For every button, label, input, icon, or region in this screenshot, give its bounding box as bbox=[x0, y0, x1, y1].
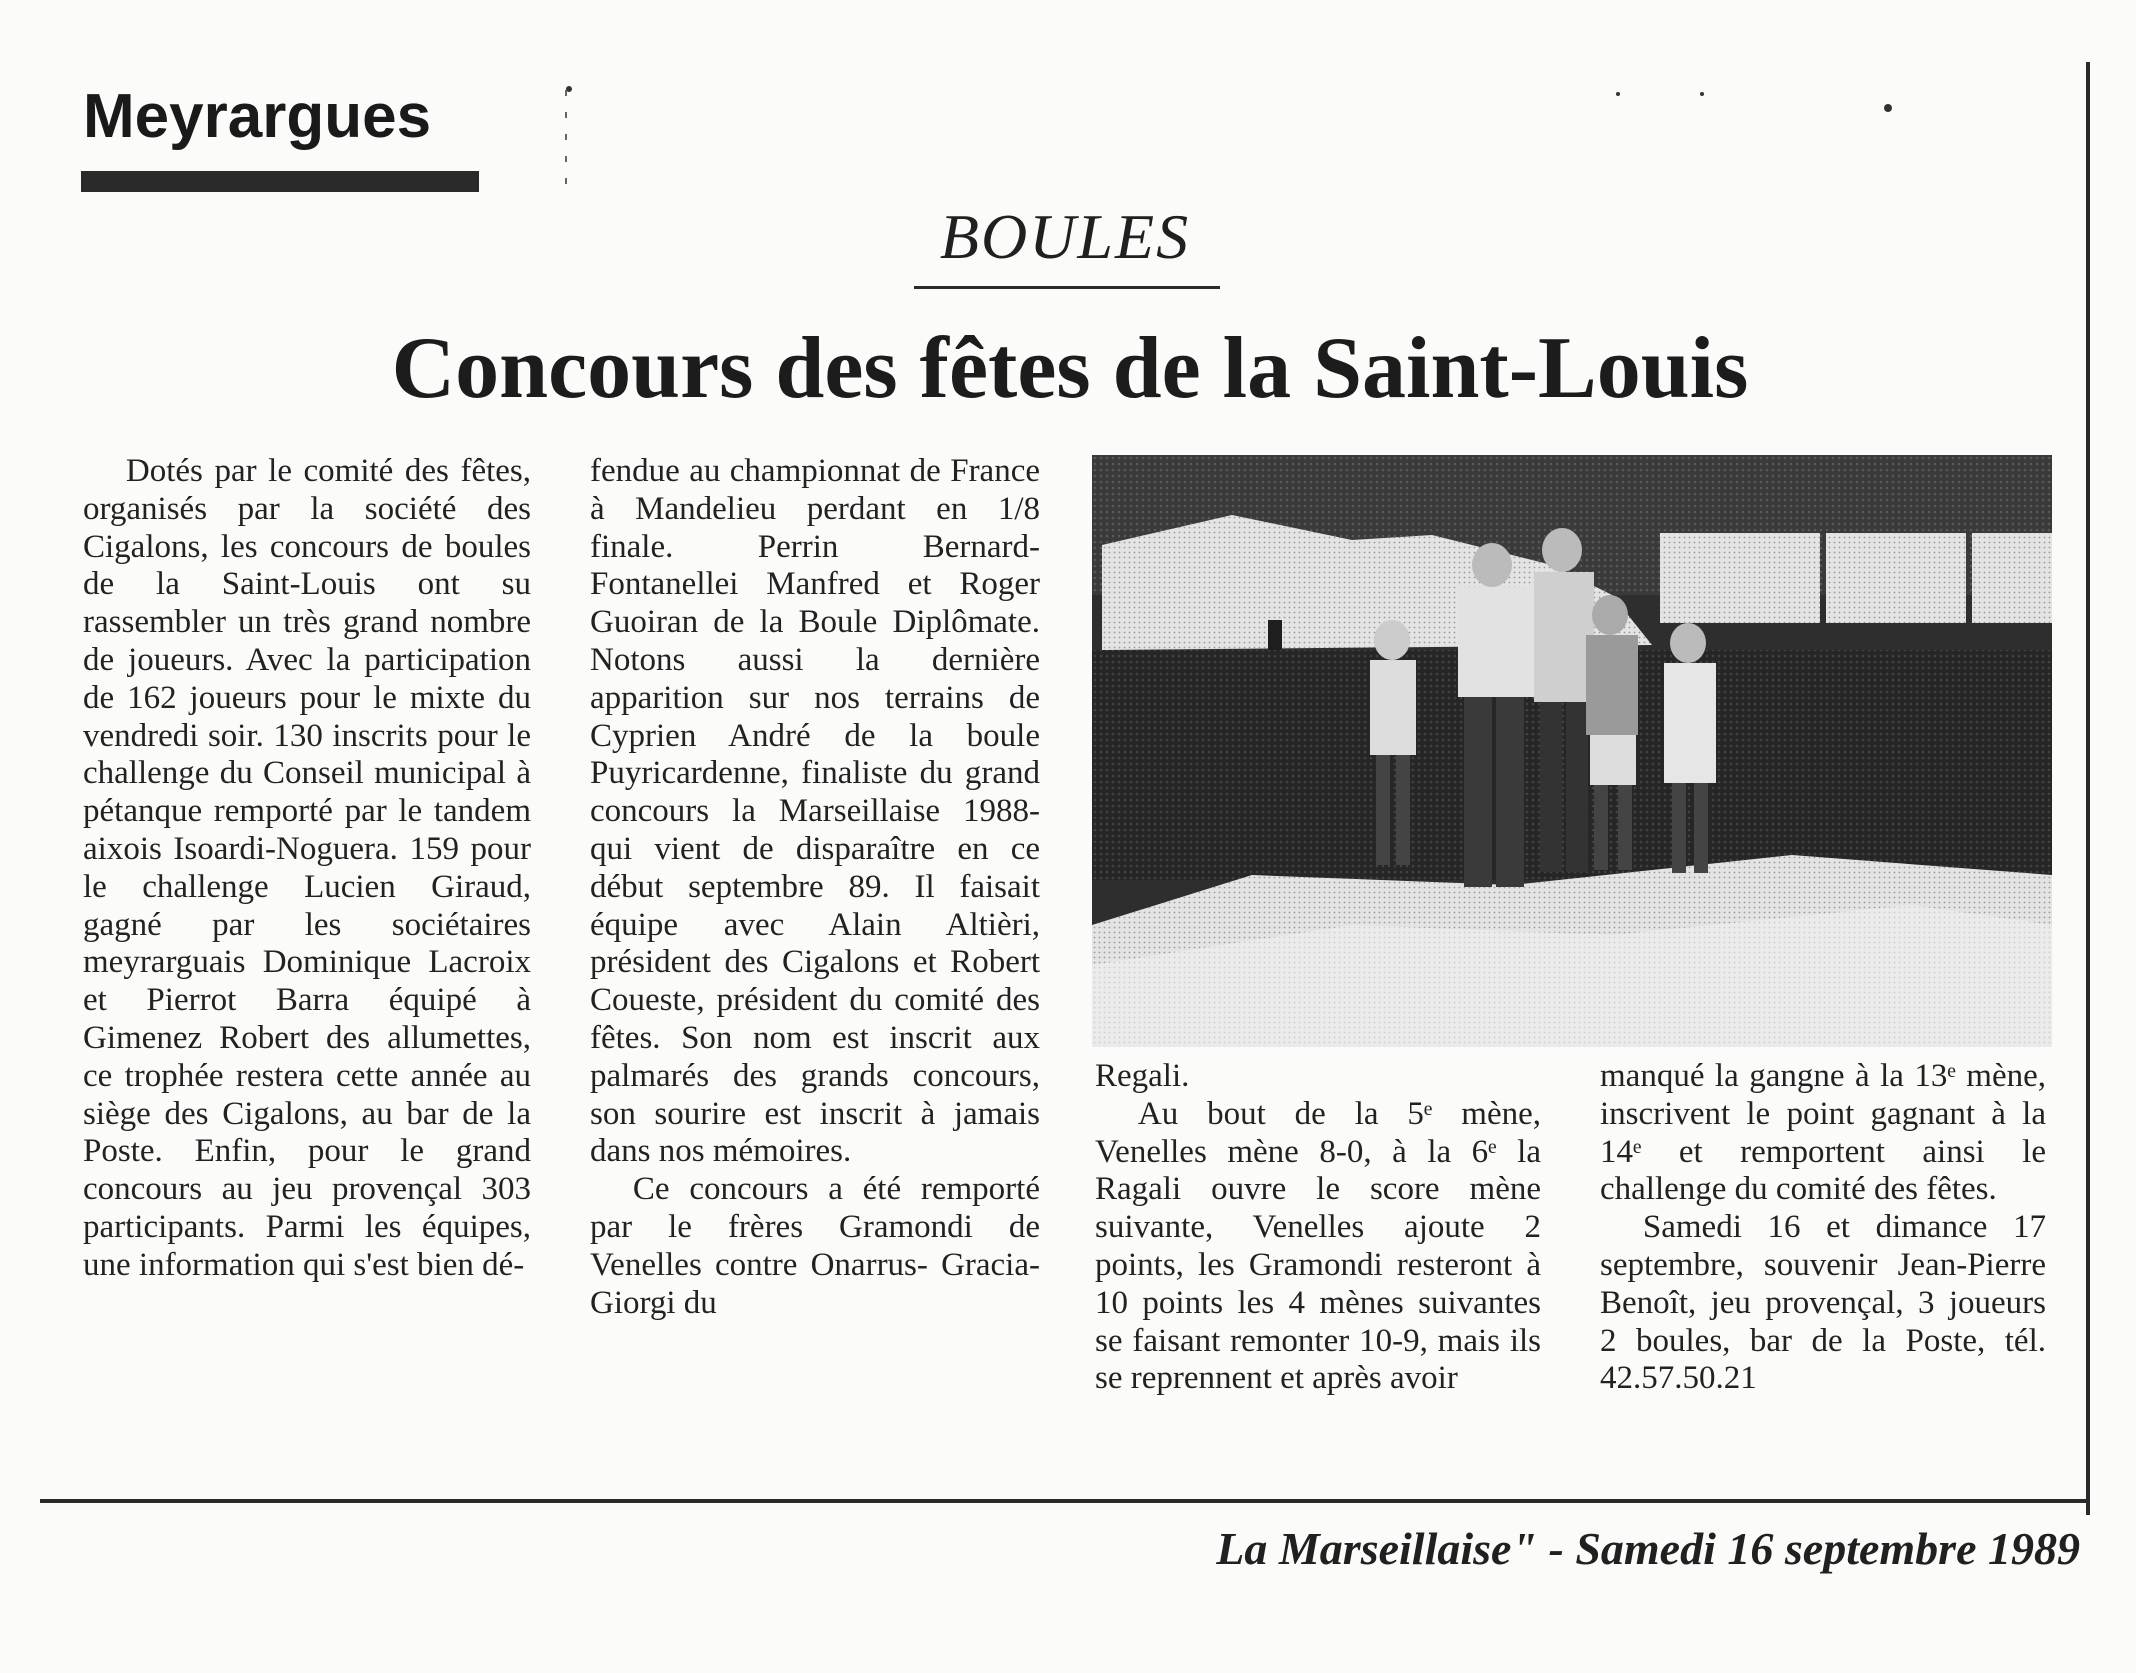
scan-speck bbox=[1616, 92, 1620, 96]
article-column-4 bbox=[1600, 1058, 2046, 1398]
article-column-2 bbox=[590, 453, 1040, 1322]
fold-mark bbox=[565, 90, 567, 200]
section-title: Meyrargues bbox=[83, 82, 432, 151]
paragraph: Regali. bbox=[1095, 1058, 1190, 1094]
scan-speck bbox=[1884, 104, 1892, 112]
scan-speck bbox=[1700, 92, 1704, 96]
paragraph: fendue au championnat de France à Mandelieu perdant en 1/8 finale. Perrin Bernard- Fontanellei Manfred et Roger Guoiran de la Boule Diplômate. Notons aussi la dernière apparition sur nos terrains de Cyprien André de la boule Puyricardenne, finaliste du grand concours la Marseillaise 1988- qui vient de disparaître en ce début septembre 89. Il faisait équipe avec Alain Altièri, président des Cigalons et Robert Coueste, président du comité des fêtes. Son nom est inscrit aux palmarés des grands concours, son sourire est inscrit à jamais dans nos mémoires. bbox=[590, 453, 1040, 1170]
source-credit: La Marseillaise" - Samedi 16 septembre 1989 bbox=[1216, 1523, 2080, 1574]
paragraph: Au bout de la 5ᵉ mène, Venelles mène 8-0, à la 6ᵉ la Ragali ouvre le score mène suivante, Venelles ajoute 2 points, les Gramondi resteront à 10 points les 4 mènes suivantes se faisant remonter 10-9, mais ils se reprennent et après avoir bbox=[1095, 1095, 1541, 1397]
paragraph: Ce concours a été remporté par le frères Gramondi de Venelles contre Onarrus- Gracia- Giorgi du bbox=[590, 1171, 1040, 1321]
group-photo bbox=[1092, 455, 2052, 1047]
article-column-3 bbox=[1095, 1058, 1541, 1398]
paragraph: manqué la gangne à la 13ᵉ mène, inscrivent le point gagnant à la 14ᵉ et remportent ainsi le challenge du comité des fêtes. bbox=[1600, 1058, 2046, 1208]
frame-right-rule bbox=[2086, 62, 2090, 1515]
group-photo-image bbox=[1092, 455, 2052, 1047]
paragraph: Dotés par le comité des fêtes, organisés par la société des Cigalons, les concours de boules de la Saint-Louis ont su rassembler un très grand nombre de joueurs. Avec la participation de 162 joueurs pour le mixte du vendredi soir. 130 inscrits pour le challenge du Conseil municipal à pétanque remporté par le tandem aixois Isoardi-Noguera. 159 pour le challenge Lucien Giraud, gagné par les sociétaires meyrarguais Dominique Lacroix et Pierrot Barra équipé à Gimenez Robert des allumettes, ce trophée restera cette année au siège des Cigalons, au bar de la Poste. Enfin, pour le grand concours au jeu provençal 303 participants. Parmi les équipes, une information qui s'est bien dé- bbox=[83, 453, 531, 1283]
frame-bottom-rule bbox=[40, 1499, 2088, 1503]
rubric-rule bbox=[914, 286, 1220, 289]
rubric: BOULES bbox=[939, 201, 1191, 272]
section-bar bbox=[81, 171, 479, 192]
headline: Concours des fêtes de la Saint-Louis bbox=[391, 320, 1749, 417]
paragraph: Samedi 16 et dimance 17 septembre, souvenir Jean-Pierre Benoît, jeu provençal, 3 joueurs 2 boules, bar de la Poste, tél. 42.57.50.21 bbox=[1600, 1209, 2046, 1397]
article-column-1 bbox=[83, 453, 531, 1285]
